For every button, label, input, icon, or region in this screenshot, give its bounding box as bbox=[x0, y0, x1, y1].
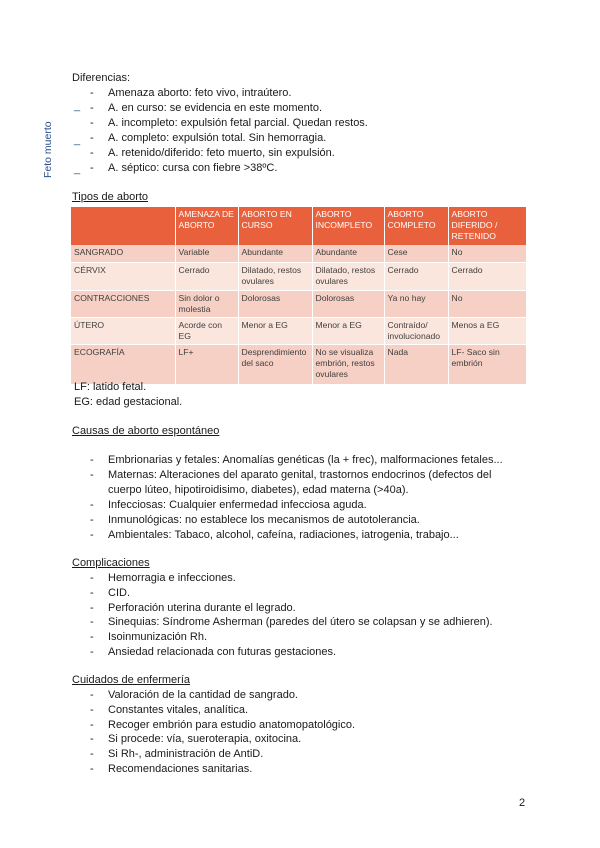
section-title-diferencias: Diferencias: bbox=[72, 72, 131, 84]
list-item: Recomendaciones sanitarias. bbox=[108, 763, 253, 775]
list-item: Sinequias: Síndrome Asherman (paredes del útero se colapsan y se adhieren). bbox=[108, 616, 493, 628]
table-row bbox=[71, 245, 526, 262]
table-cell: LF- Saco sin embrión bbox=[448, 344, 526, 384]
table-cell: LF+ bbox=[175, 344, 238, 384]
row-label: ÚTERO bbox=[71, 317, 175, 344]
table-cell: Menor a EG bbox=[312, 317, 384, 344]
table-cell: Cese bbox=[384, 245, 448, 262]
table-note: EG: edad gestacional. bbox=[74, 396, 183, 408]
table-cell: Sin dolor o molestia bbox=[175, 290, 238, 317]
table-cell: Dolorosas bbox=[312, 290, 384, 317]
table-cell: Cerrado bbox=[384, 262, 448, 290]
section-title-tipos: Tipos de aborto bbox=[72, 191, 149, 203]
list-item: Constantes vitales, analítica. bbox=[108, 704, 249, 716]
margin-mark: _ bbox=[74, 163, 81, 175]
table-cell: Dilatado, restos ovulares bbox=[238, 262, 312, 290]
margin-mark: _ bbox=[74, 134, 81, 146]
table-cell: Cerrado bbox=[175, 262, 238, 290]
row-label: CÉRVIX bbox=[71, 262, 175, 290]
list-item: CID. bbox=[108, 587, 130, 599]
tipos-aborto-table bbox=[71, 207, 527, 385]
table-row bbox=[71, 290, 526, 317]
list-item: Valoración de la cantidad de sangrado. bbox=[108, 689, 298, 701]
list-item: Hemorragia e infecciones. bbox=[108, 572, 236, 584]
table-header: ABORTO EN CURSO bbox=[238, 207, 312, 245]
list-item: A. séptico: cursa con fiebre >38ºC. bbox=[108, 162, 278, 174]
table-cell: Cerrado bbox=[448, 262, 526, 290]
table-header: ABORTO COMPLETO bbox=[384, 207, 448, 245]
list-item: Inmunológicas: no establece los mecanismos de autotolerancia. bbox=[108, 514, 420, 526]
list-item: A. incompleto: expulsión fetal parcial. Quedan restos. bbox=[108, 117, 368, 129]
list-item: Ansiedad relacionada con futuras gestaciones. bbox=[108, 646, 337, 658]
table-cell: Abundante bbox=[238, 245, 312, 262]
table-header: ABORTO INCOMPLETO bbox=[312, 207, 384, 245]
table-cell: No se visualiza embrión, restos ovulares bbox=[312, 344, 384, 384]
table-cell: Contraído/ involucionado bbox=[384, 317, 448, 344]
table-header-row bbox=[71, 207, 526, 245]
table-cell: Desprendimiento del saco bbox=[238, 344, 312, 384]
list-item: Perforación uterina durante el legrado. bbox=[108, 602, 296, 614]
page-number: 2 bbox=[519, 797, 526, 809]
list-item: Si procede: vía, sueroterapia, oxitocina. bbox=[108, 733, 302, 745]
list-item: Ambientales: Tabaco, alcohol, cafeína, radiaciones, iatrogenia, trabajo... bbox=[108, 529, 459, 541]
table-cell: No bbox=[448, 290, 526, 317]
table-header-corner bbox=[71, 207, 175, 245]
list-item: Infecciosas: Cualquier enfermedad infecciosa aguda. bbox=[108, 499, 367, 511]
list-item: Amenaza aborto: feto vivo, intraútero. bbox=[108, 87, 292, 99]
margin-note: Feto muerto bbox=[42, 121, 54, 178]
table-cell: Abundante bbox=[312, 245, 384, 262]
section-title-cuidados: Cuidados de enfermería bbox=[72, 674, 191, 686]
list-item: A. en curso: se evidencia en este momento. bbox=[108, 102, 323, 114]
table-cell: Menos a EG bbox=[448, 317, 526, 344]
list-item: A. retenido/diferido: feto muerto, sin expulsión. bbox=[108, 147, 335, 159]
table-cell: No bbox=[448, 245, 526, 262]
table-note: LF: latido fetal. bbox=[74, 381, 147, 393]
row-label: SANGRADO bbox=[71, 245, 175, 262]
row-label: CONTRACCIONES bbox=[71, 290, 175, 317]
table-row bbox=[71, 317, 526, 344]
table-row bbox=[71, 344, 526, 384]
table-cell: Nada bbox=[384, 344, 448, 384]
table-cell: Acorde con EG bbox=[175, 317, 238, 344]
section-title-complicaciones: Complicaciones bbox=[72, 557, 150, 569]
list-item-continuation: cuerpo lúteo, hipotiroidisimo, diabetes), edad materna (>40a). bbox=[108, 484, 409, 496]
table-header: AMENAZA DE ABORTO bbox=[175, 207, 238, 245]
section-title-causas: Causas de aborto espontáneo bbox=[72, 425, 220, 437]
table-cell: Dolorosas bbox=[238, 290, 312, 317]
list-item: Si Rh-, administración de AntiD. bbox=[108, 748, 264, 760]
list-item: A. completo: expulsión total. Sin hemorragia. bbox=[108, 132, 327, 144]
margin-mark: _ bbox=[74, 100, 81, 112]
list-item: Maternas: Alteraciones del aparato genital, trastornos endocrinos (defectos del bbox=[108, 469, 492, 481]
table-row bbox=[71, 262, 526, 290]
table-header: ABORTO DIFERIDO / RETENIDO bbox=[448, 207, 526, 245]
table-cell: Variable bbox=[175, 245, 238, 262]
table-cell: Menor a EG bbox=[238, 317, 312, 344]
row-label: ECOGRAFÍA bbox=[71, 344, 175, 384]
list-item: Recoger embrión para estudio anatomopatológico. bbox=[108, 719, 356, 731]
list-item: Isoinmunización Rh. bbox=[108, 631, 208, 643]
table-cell: Dilatado, restos ovulares bbox=[312, 262, 384, 290]
table-cell: Ya no hay bbox=[384, 290, 448, 317]
list-item: Embrionarias y fetales: Anomalías genéticas (la + frec), malformaciones fetales... bbox=[108, 454, 503, 466]
